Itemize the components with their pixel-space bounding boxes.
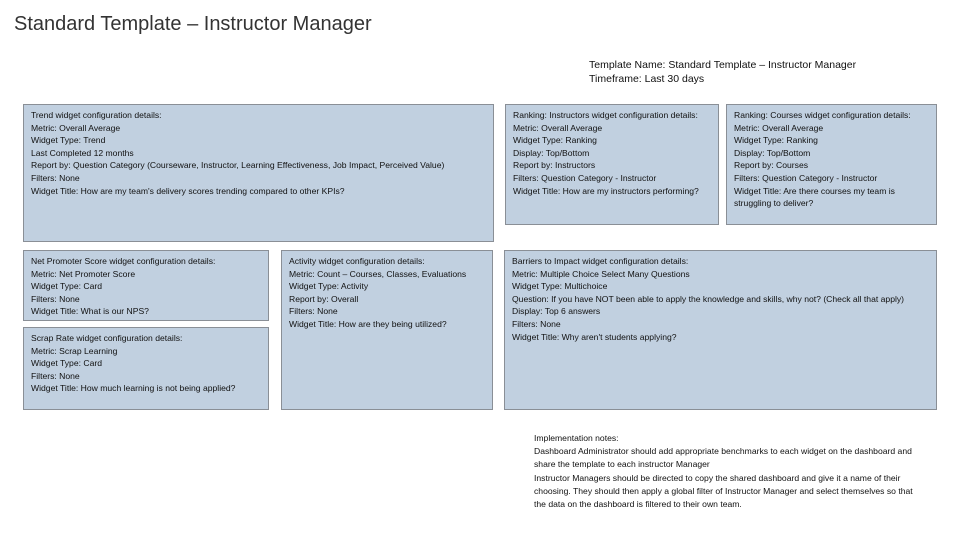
widget-detail-line: Filters: None [512, 318, 561, 329]
widget-detail-line: Metric: Net Promoter Score [31, 268, 136, 279]
widget-detail-line: Widget Type: Activity [289, 281, 369, 292]
widget-heading: Scrap Rate widget configuration details: [31, 333, 183, 343]
widget-detail-line: Filters: None [31, 172, 80, 183]
widget-heading: Barriers to Impact widget configuration details: [512, 256, 689, 266]
widget-heading: Net Promoter Score widget configuration details: [31, 256, 216, 266]
widget-detail-line: Display: Top 6 answers [512, 306, 601, 317]
barriers-widget-box [504, 250, 937, 410]
widget-detail-line: Display: Top/Bottom [513, 147, 590, 158]
widget-detail-line: Widget Type: Ranking [513, 135, 597, 146]
ranking-instructors-widget-box [505, 104, 719, 225]
widget-detail-line: Filters: None [31, 293, 80, 304]
widget-detail-line: Report by: Courses [734, 160, 809, 171]
notes-line: Instructor Managers should be directed to copy the shared dashboard and give it a name of their choosing. They should then apply a global filter of Instructor Manager and select themselves so that the data on the dashboard is filtered to their own team. [534, 472, 913, 510]
widget-detail-line: Filters: None [31, 370, 80, 381]
widget-detail-line: Widget Type: Card [31, 281, 103, 292]
widget-detail-line: Filters: Question Category - Instructor [734, 172, 878, 183]
trend-widget-box [23, 104, 494, 242]
widget-heading: Ranking: Courses widget configuration details: [734, 110, 911, 120]
widget-detail-line: Widget Title: How much learning is not being applied? [31, 383, 236, 394]
widget-detail-line: Widget Title: How are my instructors performing? [513, 185, 699, 196]
widget-detail-line: Metric: Overall Average [734, 122, 824, 133]
widget-detail-line: Last Completed 12 months [31, 147, 134, 158]
widget-detail-line: Widget Type: Ranking [734, 135, 818, 146]
widget-detail-line: Display: Top/Bottom [734, 147, 811, 158]
widget-detail-line: Widget Type: Trend [31, 135, 106, 146]
notes-heading: Implementation notes: [534, 433, 619, 443]
widget-detail-line: Question: If you have NOT been able to apply the knowledge and skills, why not? (Check all that apply) [512, 293, 905, 304]
widget-detail-line: Report by: Question Category (Courseware, Instructor, Learning Effectiveness, Job Impact, Perceived Value) [31, 160, 445, 171]
widget-detail-line: Report by: Overall [289, 293, 359, 304]
widget-detail-line: Widget Title: What is our NPS? [31, 306, 149, 317]
widget-detail-line: Widget Title: How are they being utilized? [289, 318, 447, 329]
scrap-rate-widget-box [23, 327, 269, 410]
widget-detail-line: Widget Type: Multichoice [512, 281, 608, 292]
activity-widget-box [281, 250, 493, 410]
page-title: Standard Template – Instructor Manager [14, 13, 372, 35]
widget-detail-line: Metric: Multiple Choice Select Many Questions [512, 268, 690, 279]
widget-detail-line: Widget Title: How are my team's delivery scores trending compared to other KPIs? [31, 185, 345, 196]
timeframe: Timeframe: Last 30 days [589, 73, 705, 85]
widget-heading: Trend widget configuration details: [31, 110, 162, 120]
nps-widget-box [23, 250, 269, 321]
widget-detail-line: Filters: Question Category - Instructor [513, 172, 657, 183]
widget-detail-line: Widget Title: Why aren't students applying? [512, 331, 677, 342]
implementation-notes [534, 432, 914, 511]
template-meta [589, 58, 856, 86]
widget-detail-line: Filters: None [289, 306, 338, 317]
widget-detail-line: Metric: Overall Average [513, 122, 603, 133]
notes-line: Dashboard Administrator should add appropriate benchmarks to each widget on the dashboard and share the template to each instructor Manager [534, 446, 912, 470]
widget-detail-line: Report by: Instructors [513, 160, 596, 171]
widget-detail-line: Metric: Scrap Learning [31, 345, 118, 356]
ranking-courses-widget-box [726, 104, 937, 225]
widget-detail-line: Metric: Overall Average [31, 122, 121, 133]
template-name: Template Name: Standard Template – Instructor Manager [589, 59, 857, 71]
widget-heading: Activity widget configuration details: [289, 256, 425, 266]
widget-detail-line: Widget Type: Card [31, 358, 103, 369]
widget-detail-line: Metric: Count – Courses, Classes, Evaluations [289, 268, 467, 279]
widget-heading: Ranking: Instructors widget configuration details: [513, 110, 698, 120]
widget-detail-line: Widget Title: Are there courses my team is struggling to deliver? [734, 185, 895, 209]
